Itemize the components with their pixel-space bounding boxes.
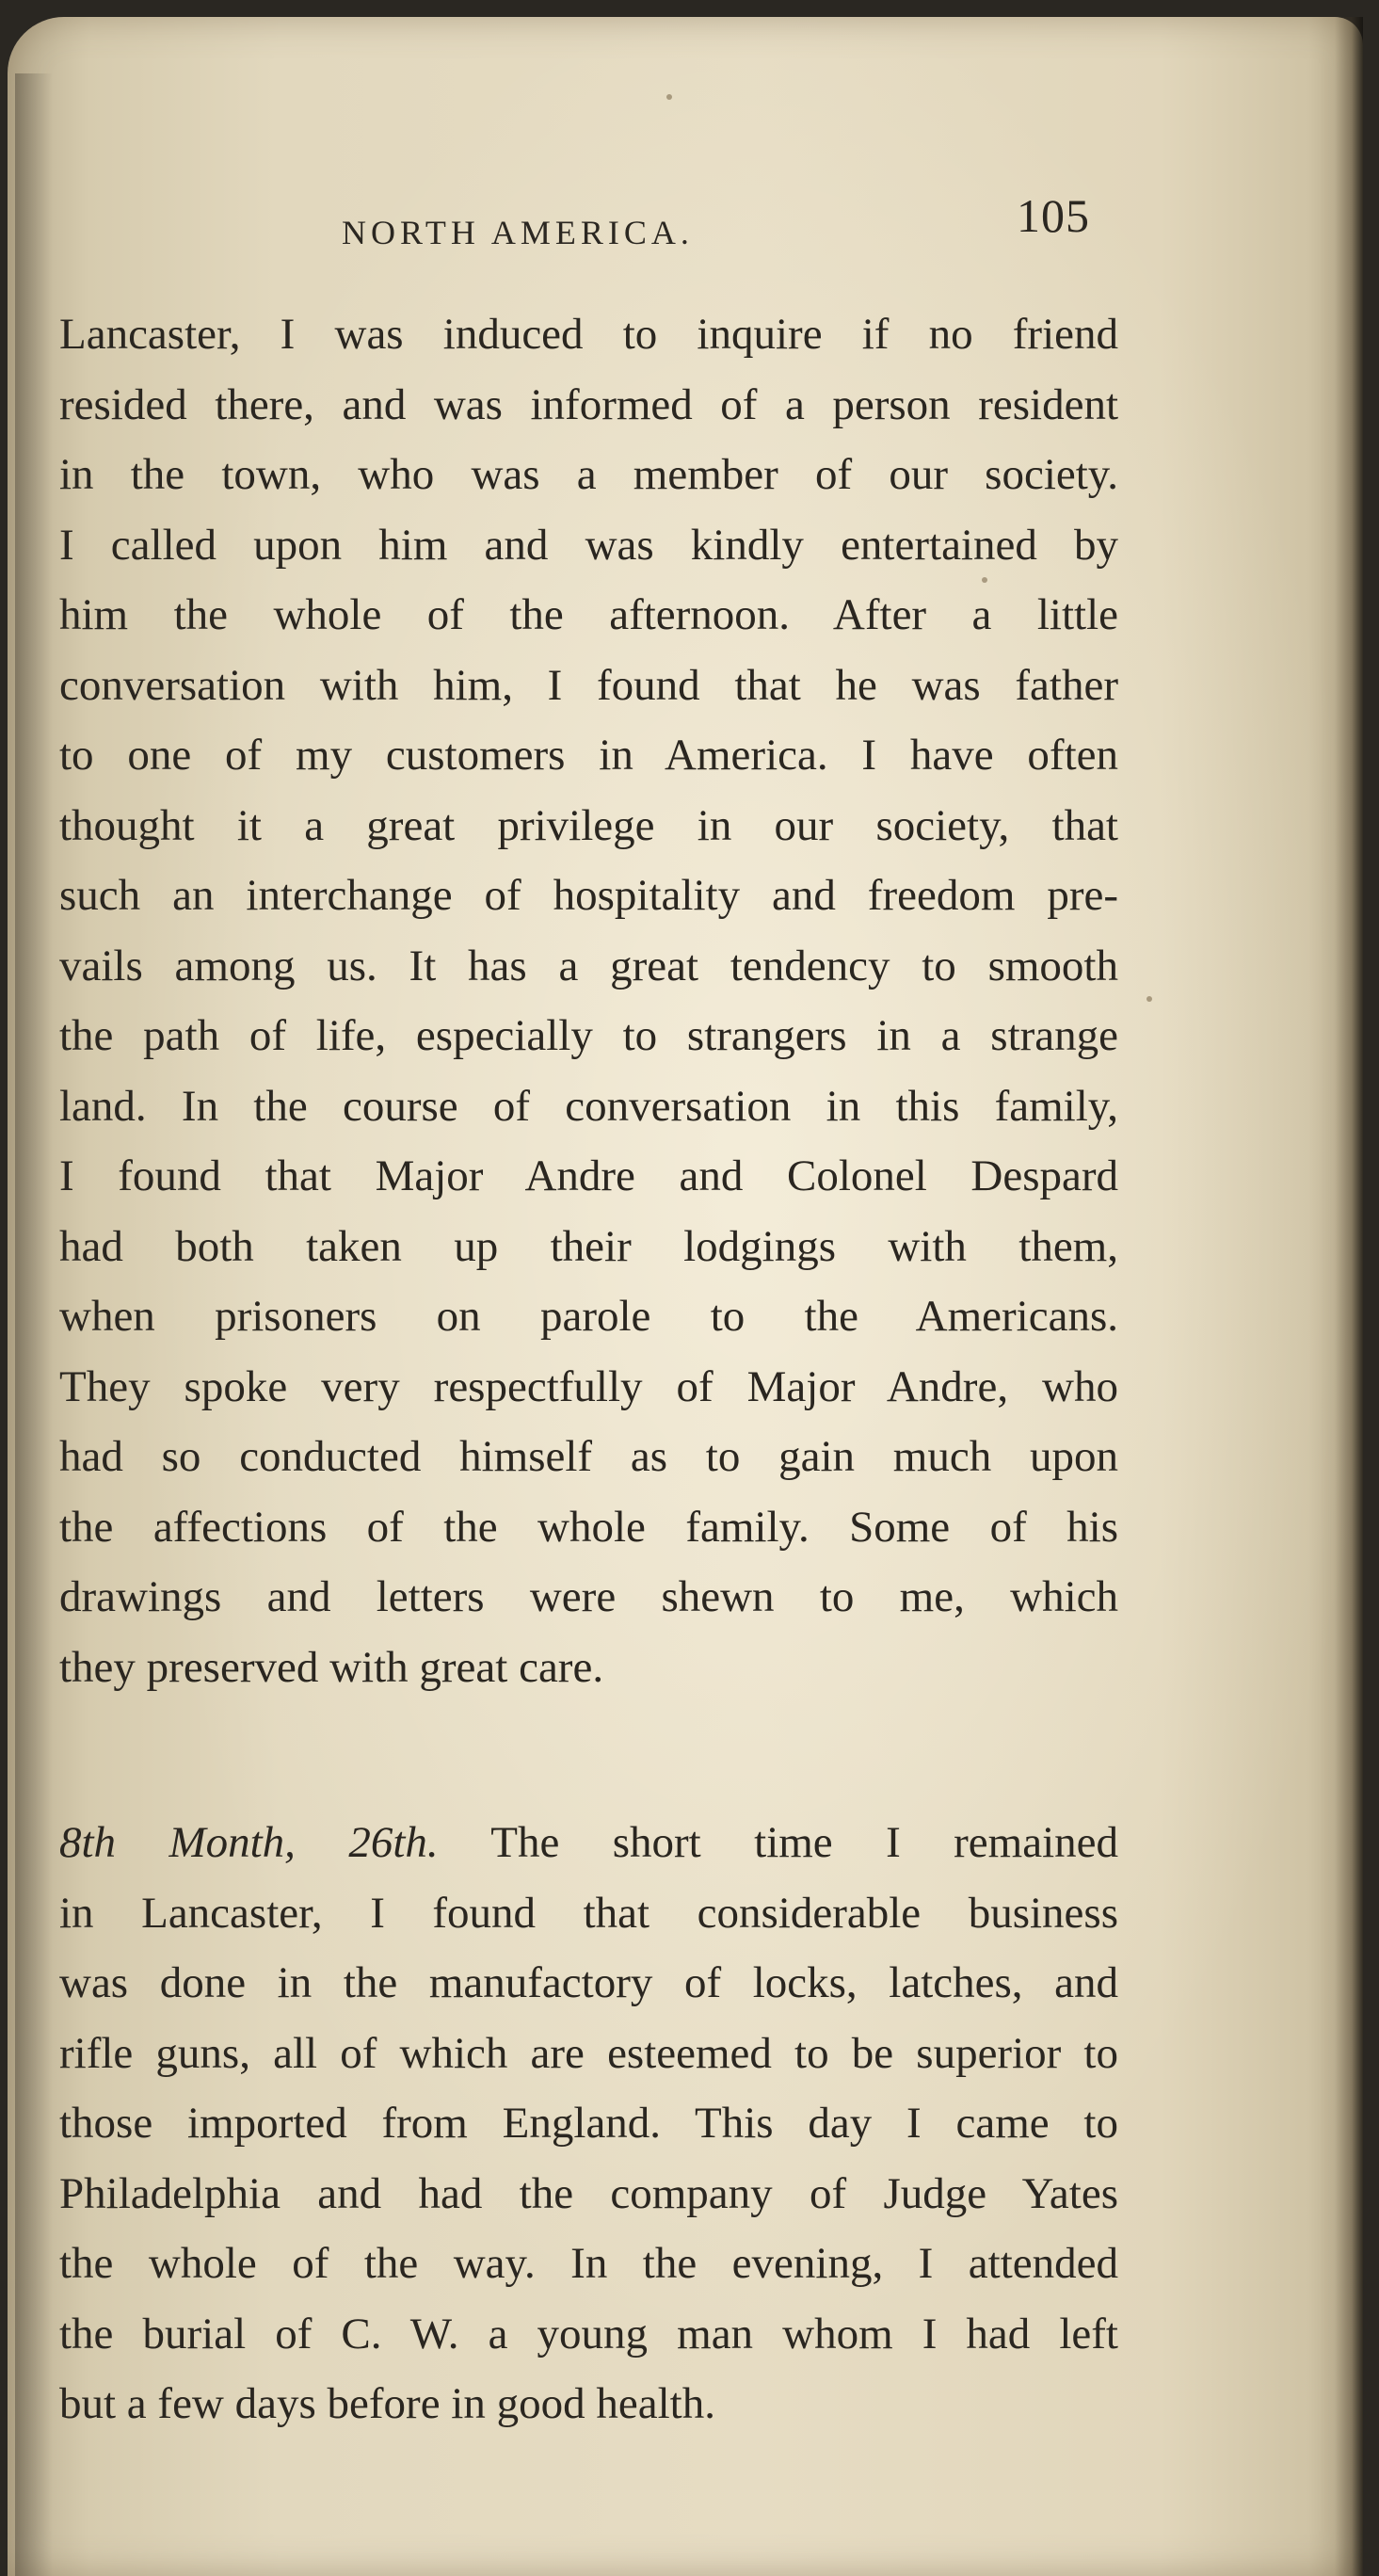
- text-line: They spoke very respectfully of Major Andre, who: [59, 1361, 1118, 1411]
- text-line: the affections of the whole family. Some of his: [59, 1502, 1118, 1552]
- text-line: drawings and letters were shewn to me, which: [59, 1572, 1118, 1621]
- text-line: had both taken up their lodgings with them,: [59, 1221, 1118, 1271]
- text-line: such an interchange of hospitality and freedom pre-: [59, 871, 1118, 920]
- paper-speck: [666, 94, 672, 100]
- paper-speck: [982, 577, 987, 583]
- paragraph-1: [59, 299, 1118, 1702]
- text-line: those imported from England. This day I came to: [59, 2099, 1118, 2148]
- binding-gutter-shadow: [15, 73, 53, 2576]
- text-line: rifle guns, all of which are esteemed to be superior to: [59, 2028, 1118, 2078]
- text-line: in Lancaster, I found that considerable business: [59, 1888, 1118, 1938]
- text-line: had so conducted himself as to gain much upon: [59, 1432, 1118, 1481]
- text-line: the whole of the way. In the evening, I attended: [59, 2239, 1118, 2288]
- text-line: but a few days before in good health.: [59, 2379, 715, 2428]
- entry-first-line: The short time I remained: [490, 1818, 1119, 1867]
- entry-date: 8th Month, 26th.: [59, 1818, 439, 1867]
- body-text: [59, 299, 1118, 2439]
- text-line: thought it a great privilege in our society, that: [59, 800, 1118, 850]
- text-line: him the whole of the afternoon. After a little: [59, 590, 1118, 639]
- book-page: [8, 17, 1363, 2576]
- text-line: in the town, who was a member of our society.: [59, 450, 1118, 499]
- paper-speck: [1146, 996, 1152, 1002]
- text-line: resided there, and was informed of a person resident: [59, 379, 1118, 429]
- text-line: I found that Major Andre and Colonel Despard: [59, 1151, 1118, 1200]
- text-line: the burial of C. W. a young man whom I had left: [59, 2309, 1118, 2359]
- dated-entry-line: [59, 1808, 1118, 1878]
- running-head: NORTH AMERICA.: [342, 214, 694, 251]
- text-line: land. In the course of conversation in this family,: [59, 1081, 1118, 1131]
- text-line: conversation with him, I found that he was father: [59, 660, 1118, 710]
- text-line: I called upon him and was kindly entertained by: [59, 520, 1118, 570]
- page-number: 105: [1017, 189, 1090, 242]
- text-line: to one of my customers in America. I have often: [59, 731, 1118, 780]
- text-line: Lancaster, I was induced to inquire if no friend: [59, 310, 1118, 359]
- text-line: when prisoners on parole to the Americans.: [59, 1292, 1118, 1341]
- page-edge-shadow: [1335, 17, 1363, 2576]
- paragraph-2: [59, 1808, 1118, 2439]
- text-line: the path of life, especially to strangers in a strange: [59, 1011, 1118, 1060]
- text-line: vails among us. It has a great tendency to smooth: [59, 941, 1118, 990]
- paragraph-gap: [59, 1702, 1118, 1808]
- text-line: was done in the manufactory of locks, latches, and: [59, 1958, 1118, 2007]
- text-line: they preserved with great care.: [59, 1642, 604, 1692]
- text-line: Philadelphia and had the company of Judge Yates: [59, 2168, 1118, 2218]
